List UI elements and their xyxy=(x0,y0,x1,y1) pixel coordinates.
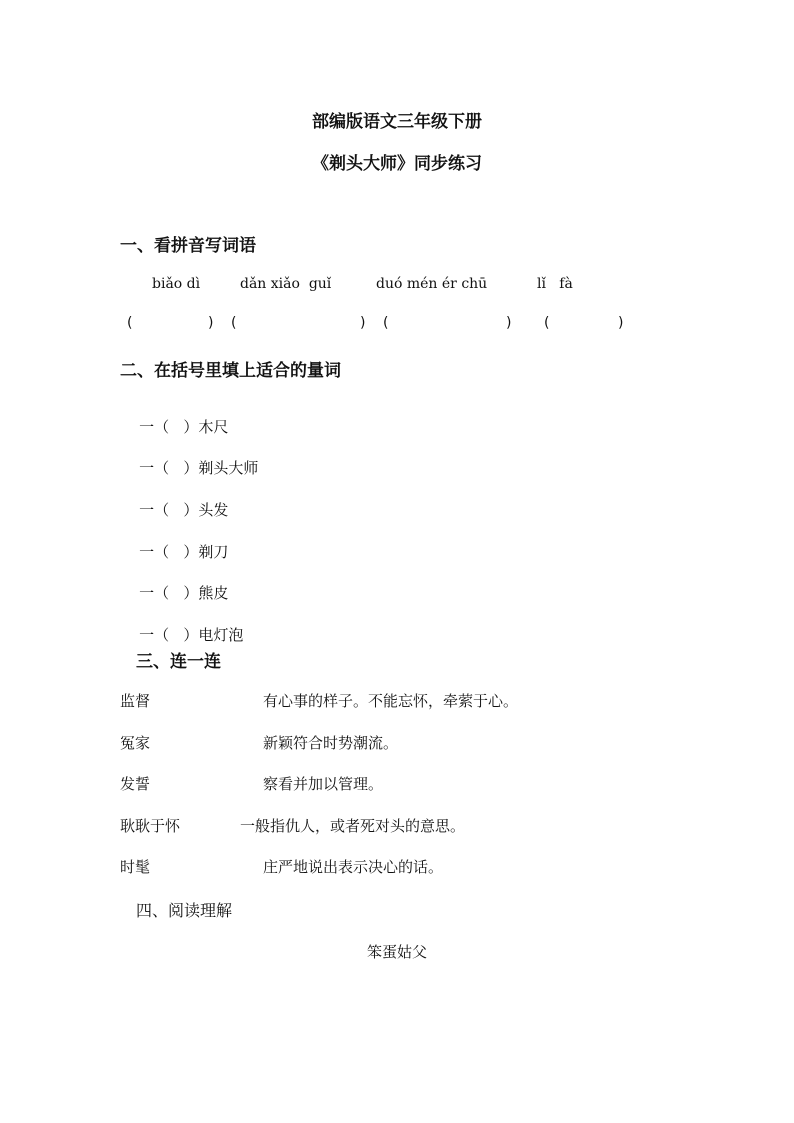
measure-word-noun: 木尺 xyxy=(198,418,229,436)
page-subtitle: 《剃头大师》同步练习 xyxy=(312,154,482,174)
match-left-4: 耿耿于怀 xyxy=(120,817,181,835)
page-title: 部编版语文三年级下册 xyxy=(312,112,482,132)
measure-word-prefix: 一（ ） xyxy=(139,501,199,519)
blank-4-close: ) xyxy=(618,315,624,331)
measure-word-noun: 熊皮 xyxy=(198,584,229,602)
measure-word-noun: 剃头大师 xyxy=(198,459,259,477)
match-right-1: 有心事的样子。不能忘怀，牵萦于心。 xyxy=(263,692,519,710)
section-1-heading: 一、看拼音写词语 xyxy=(120,236,256,256)
pinyin-2: dǎn xiǎo guǐ xyxy=(240,276,332,292)
measure-word-noun: 头发 xyxy=(198,501,229,519)
measure-word-prefix: 一（ ） xyxy=(139,543,199,561)
blank-2-close: ) xyxy=(360,315,366,331)
reading-passage-title: 笨蛋姑父 xyxy=(366,943,427,961)
blank-4-open: ( xyxy=(544,315,550,331)
measure-word-prefix: 一（ ） xyxy=(139,418,199,436)
match-right-3: 察看并加以管理。 xyxy=(263,775,384,793)
section-4-heading: 四、阅读理解 xyxy=(136,901,233,920)
pinyin-4: lǐ fà xyxy=(537,276,573,292)
measure-word-noun: 剃刀 xyxy=(198,543,229,561)
section-3-heading: 三、连一连 xyxy=(136,652,221,672)
measure-word-prefix: 一（ ） xyxy=(139,584,199,602)
match-left-1: 监督 xyxy=(120,692,151,710)
match-right-5: 庄严地说出表示决心的话。 xyxy=(263,858,444,876)
match-right-2: 新颖符合时势潮流。 xyxy=(263,734,399,752)
match-left-5: 时髦 xyxy=(120,858,151,876)
match-left-2: 冤家 xyxy=(120,734,151,752)
blank-2-open: ( xyxy=(231,315,237,331)
blank-3-close: ) xyxy=(506,315,512,331)
match-right-4: 一般指仇人，或者死对头的意思。 xyxy=(240,817,466,835)
blank-3-open: ( xyxy=(383,315,389,331)
blank-1-close: ) xyxy=(208,315,214,331)
section-2-heading: 二、在括号里填上适合的量词 xyxy=(120,361,341,381)
measure-word-noun: 电灯泡 xyxy=(198,626,244,644)
pinyin-3: duó mén ér chū xyxy=(376,276,488,292)
blank-1-open: ( xyxy=(127,315,133,331)
pinyin-1: biǎo dì xyxy=(152,276,201,292)
measure-word-prefix: 一（ ） xyxy=(139,626,199,644)
measure-word-prefix: 一（ ） xyxy=(139,459,199,477)
match-left-3: 发誓 xyxy=(120,775,151,793)
